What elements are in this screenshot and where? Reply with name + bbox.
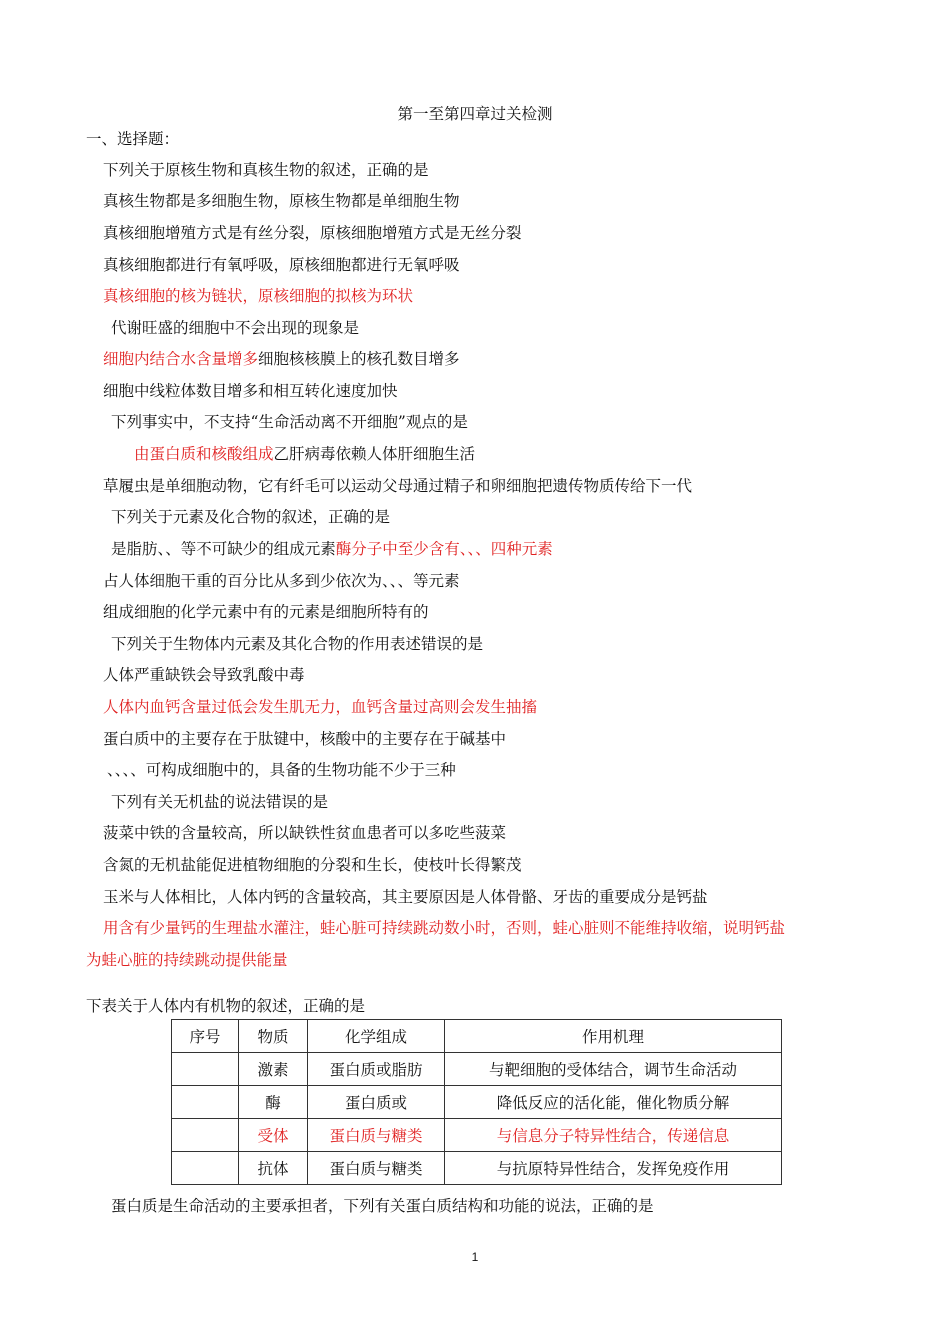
table-cell: 激素	[239, 1053, 308, 1086]
table-cell: 与抗原特异性结合，发挥免疫作用	[445, 1152, 782, 1185]
table-header-cell: 物质	[239, 1020, 308, 1053]
option-line: 真核生物都是多细胞生物，原核生物都是单细胞生物	[103, 192, 460, 210]
answer-option: 细胞内结合水含量增多	[103, 350, 259, 368]
table-row	[172, 1152, 782, 1185]
option-line: 细胞中线粒体数目增多和相互转化速度加快	[103, 382, 398, 400]
option-line	[134, 444, 475, 464]
option-line: 草履虫是单细胞动物，它有纤毛可以运动父母通过精子和卵细胞把遗传物质传给下一代	[103, 477, 693, 495]
table-header-cell: 作用机理	[445, 1020, 782, 1053]
option-text: 是脂肪、、等不可缺少的组成元素	[111, 540, 336, 558]
answer-option-line-continued: 为蛙心脏的持续跳动提供能量	[86, 951, 288, 969]
option-line	[103, 349, 460, 369]
organic-compounds-table	[171, 1019, 782, 1185]
table-cell: 抗体	[239, 1152, 308, 1185]
table-cell: 与信息分子特异性结合，传递信息	[445, 1119, 782, 1152]
section-heading: 一、选择题：	[86, 130, 180, 148]
option-line: 组成细胞的化学元素中有的元素是细胞所特有的	[103, 603, 429, 621]
table-cell: 蛋白质或	[308, 1086, 445, 1119]
table-cell: 受体	[239, 1119, 308, 1152]
option-text: 细胞核核膜上的核孔数目增多	[258, 350, 460, 368]
option-line: 蛋白质中的主要存在于肽键中，核酸中的主要存在于碱基中	[103, 730, 507, 748]
question-stem: 代谢旺盛的细胞中不会出现的现象是	[111, 319, 360, 337]
option-line	[111, 539, 553, 559]
page-number: 1	[471, 1250, 479, 1264]
table-cell: 降低反应的活化能，催化物质分解	[445, 1086, 782, 1119]
answer-option: 由蛋白质和核酸组成	[134, 445, 274, 463]
answer-option: 酶分子中至少含有、、、四种元素	[335, 540, 553, 558]
table-header-cell: 序号	[172, 1020, 239, 1053]
option-line: 含氮的无机盐能促进植物细胞的分裂和生长，使枝叶长得繁茂	[103, 856, 522, 874]
option-line: 真核细胞增殖方式是有丝分裂，原核细胞增殖方式是无丝分裂	[103, 224, 522, 242]
table-cell: 蛋白质或脂肪	[308, 1053, 445, 1086]
table-cell	[172, 1053, 239, 1086]
question-stem: 下表关于人体内有机物的叙述，正确的是	[86, 997, 366, 1015]
table-row	[172, 1053, 782, 1086]
table-cell: 与靶细胞的受体结合，调节生命活动	[445, 1053, 782, 1086]
question-stem: 下列关于生物体内元素及其化合物的作用表述错误的是	[111, 635, 484, 653]
question-stem: 下列关于原核生物和真核生物的叙述，正确的是	[103, 161, 429, 179]
option-line: 人体严重缺铁会导致乳酸中毒	[103, 666, 305, 684]
option-line: 占人体细胞干重的百分比从多到少依次为、、、等元素	[103, 572, 460, 590]
option-line: 真核细胞都进行有氧呼吸，原核细胞都进行无氧呼吸	[103, 256, 460, 274]
table-row-answer	[172, 1119, 782, 1152]
option-line: 菠菜中铁的含量较高，所以缺铁性贫血患者可以多吃些菠菜	[103, 824, 507, 842]
table-cell	[172, 1119, 239, 1152]
table-cell	[172, 1152, 239, 1185]
table-header-cell: 化学组成	[308, 1020, 445, 1053]
page-title: 第一至第四章过关检测	[397, 105, 553, 123]
option-text: 乙肝病毒依赖人体肝细胞生活	[273, 445, 476, 463]
option-line: 玉米与人体相比，人体内钙的含量较高，其主要原因是人体骨骼、牙齿的重要成分是钙盐	[103, 888, 708, 906]
table-cell	[172, 1086, 239, 1119]
table-cell: 酶	[239, 1086, 308, 1119]
answer-option-line: 真核细胞的核为链状，原核细胞的拟核为环状	[103, 287, 414, 305]
table-row	[172, 1086, 782, 1119]
question-stem: 蛋白质是生命活动的主要承担者，下列有关蛋白质结构和功能的说法，正确的是	[111, 1197, 654, 1215]
answer-option-line: 人体内血钙含量过低会发生肌无力，血钙含量过高则会发生抽搐	[103, 698, 538, 716]
question-stem: 下列事实中，不支持“生命活动离不开细胞”观点的是	[111, 413, 468, 431]
answer-option-line: 用含有少量钙的生理盐水灌注，蛙心脏可持续跳动数小时，否则，蛙心脏则不能维持收缩，说明钙盐	[103, 919, 786, 937]
question-stem: 下列有关无机盐的说法错误的是	[111, 793, 329, 811]
table-cell: 蛋白质与糖类	[308, 1152, 445, 1185]
question-stem: 下列关于元素及化合物的叙述，正确的是	[111, 508, 391, 526]
option-line: 、、、、可构成细胞中的，具备的生物功能不少于三种	[107, 761, 456, 779]
table-header-row	[172, 1020, 782, 1053]
table-cell: 蛋白质与糖类	[308, 1119, 445, 1152]
